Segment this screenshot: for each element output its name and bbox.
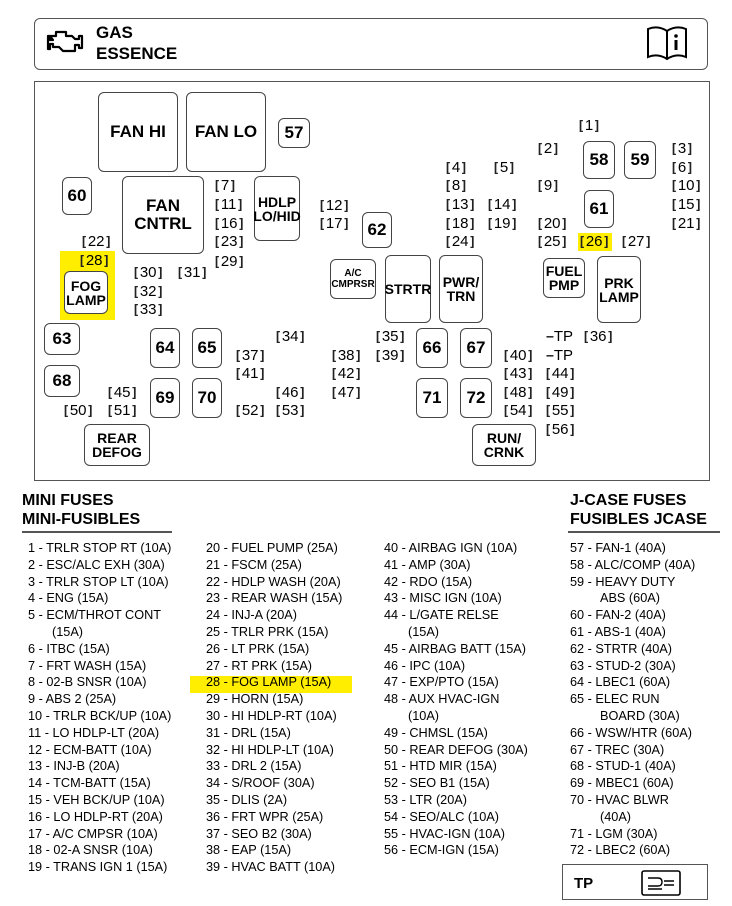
list-item: 28 - FOG LAMP (15A) <box>206 675 332 690</box>
fuse-number: 14 <box>493 196 511 213</box>
list-item: 10 - TRLR BCK/UP (10A) <box>28 708 172 723</box>
relay-60[interactable]: 60 <box>62 177 92 215</box>
fuse-33[interactable]: [33] <box>132 301 165 318</box>
list-item: 52 - SEO B1 (15A) <box>384 776 490 791</box>
fuse-number: 28 <box>85 252 103 269</box>
jcase-title <box>570 491 707 529</box>
list-item: 7 - FRT WASH (15A) <box>28 658 147 673</box>
fuse-2[interactable]: [2] <box>536 140 560 157</box>
fuse-48[interactable]: [48] <box>502 384 535 401</box>
fuse-22[interactable]: [22] <box>80 233 113 250</box>
fuse-number: 11 <box>220 196 237 213</box>
fuse-49[interactable]: [49] <box>544 384 577 401</box>
list-item: 15 - VEH BCK/UP (10A) <box>28 792 165 807</box>
list-item: 58 - ALC/COMP (40A) <box>570 557 696 572</box>
fuse-puller-icon <box>640 869 682 897</box>
list-item: 25 - TRLR PRK (15A) <box>206 624 329 639</box>
fuse-7[interactable]: [7] <box>213 177 237 194</box>
list-item: 70 - HVAC BLWR <box>570 792 669 807</box>
relay-fan-cntrl[interactable]: FAN CNTRL <box>122 176 204 254</box>
mini-fuses-title <box>22 491 140 529</box>
list-item: 60 - FAN-2 (40A) <box>570 608 666 623</box>
fuse-number: 10 <box>677 177 695 194</box>
list-item: 34 - S/ROOF (30A) <box>206 776 315 791</box>
fuse-number: 1 <box>584 117 594 134</box>
jcase-title-rule <box>568 531 720 533</box>
fuse-43[interactable]: [43] <box>502 365 535 382</box>
fuse-number: 22 <box>87 233 105 250</box>
list-item: 71 - LGM (30A) <box>570 826 658 841</box>
list-item: 22 - HDLP WASH (20A) <box>206 574 341 589</box>
fuse-37[interactable]: [37] <box>234 347 267 364</box>
fuse-number: 49 <box>551 384 569 401</box>
fuse-number: 30 <box>139 264 157 281</box>
list-item: 51 - HTD MIR (15A) <box>384 759 497 774</box>
relay-58[interactable]: 58 <box>583 141 615 179</box>
fuse-number: 23 <box>220 233 238 250</box>
fuse-number: 24 <box>451 233 469 250</box>
fuse-26[interactable]: [26] <box>578 233 611 250</box>
list-item: 50 - REAR DEFOG (30A) <box>384 742 528 757</box>
fuse-29[interactable]: [29] <box>213 253 246 270</box>
relay-72[interactable]: 72 <box>460 378 492 418</box>
jcase-title-2: FUSIBLES JCASE <box>570 511 707 528</box>
fuse-number: 51 <box>113 402 131 419</box>
fuse-number: 35 <box>381 328 399 345</box>
fuse-54[interactable]: [54] <box>502 402 535 419</box>
fuse-34[interactable]: [34] <box>274 328 307 345</box>
fuse-number: 50 <box>69 402 87 419</box>
list-item: 40 - AIRBAG IGN (10A) <box>384 541 518 555</box>
list-item: 24 - INJ-A (20A) <box>206 608 297 623</box>
list-item: 20 - FUEL PUMP (25A) <box>206 541 338 555</box>
list-item: 57 - FAN-1 (40A) <box>570 541 666 555</box>
fuse-35[interactable]: [35] <box>374 328 407 345</box>
fuse-27[interactable]: [27] <box>620 233 653 250</box>
fuse-tp1[interactable]: −TP <box>546 328 573 345</box>
relay-68[interactable]: 68 <box>44 365 80 397</box>
fuse-24[interactable]: [24] <box>444 233 477 250</box>
fuse-number: 53 <box>281 402 299 419</box>
list-item: 48 - AUX HVAC-IGN <box>384 692 500 707</box>
fuse-20[interactable]: [20] <box>536 215 569 232</box>
fuse-25[interactable]: [25] <box>536 233 569 250</box>
mini-fuse-list-2 <box>206 540 342 876</box>
list-item: 2 - ESC/ALC EXH (30A) <box>28 557 165 572</box>
list-item: 43 - MISC IGN (10A) <box>384 591 502 606</box>
tp-label: TP <box>574 875 594 892</box>
fuse-number: 56 <box>551 421 569 438</box>
fuse-number: 20 <box>543 215 561 232</box>
list-item: BOARD (30A) <box>600 708 680 723</box>
list-item: 61 - ABS-1 (40A) <box>570 624 666 639</box>
fuse-21[interactable]: [21] <box>670 215 703 232</box>
list-item: (10A) <box>408 708 440 723</box>
fuse-9[interactable]: [9] <box>536 177 560 194</box>
fuse-number: 42 <box>337 365 355 382</box>
fuse-number: 55 <box>551 402 569 419</box>
list-item: 31 - DRL (15A) <box>206 725 291 740</box>
relay-67[interactable]: 67 <box>460 328 492 368</box>
list-item: 18 - 02-A SNSR (10A) <box>28 843 153 858</box>
list-item: 65 - ELEC RUN <box>570 692 660 707</box>
fuse-51[interactable]: [51] <box>106 402 139 419</box>
fuse-number: 32 <box>139 283 157 300</box>
list-item: 13 - INJ-B (20A) <box>28 759 120 774</box>
list-item: 41 - AMP (30A) <box>384 557 471 572</box>
fuse-number: 54 <box>509 402 527 419</box>
fuse-number: 15 <box>677 196 695 213</box>
list-item: 21 - FSCM (25A) <box>206 557 302 572</box>
title-line-1: GAS <box>96 23 133 42</box>
relay-65[interactable]: 65 <box>192 328 222 368</box>
list-item: 49 - CHMSL (15A) <box>384 725 488 740</box>
fuse-number: 27 <box>627 233 645 250</box>
list-item: 4 - ENG (15A) <box>28 591 109 606</box>
mini-fuse-list-3 <box>384 540 528 859</box>
fuse-number: 4 <box>451 159 461 176</box>
fuse-19[interactable]: [19] <box>486 215 519 232</box>
fuse-number: 52 <box>241 402 259 419</box>
relay-57[interactable]: 57 <box>278 118 310 148</box>
fuse-30[interactable]: [30] <box>132 264 165 281</box>
fuse-number: 47 <box>337 384 355 401</box>
relay-strtr[interactable]: STRTR <box>385 255 431 323</box>
list-item: 9 - ABS 2 (25A) <box>28 692 117 707</box>
fuse-number: 19 <box>493 215 511 232</box>
fuse-number: 34 <box>281 328 299 345</box>
list-item: 45 - AIRBAG BATT (15A) <box>384 641 526 656</box>
jcase-fuse-list <box>570 540 695 859</box>
relay-fan-lo[interactable]: FAN LO <box>186 92 266 172</box>
relay-61[interactable]: 61 <box>584 190 614 228</box>
list-item: 23 - REAR WASH (15A) <box>206 591 343 606</box>
fuse-56[interactable]: [56] <box>544 421 577 438</box>
list-item: 42 - RDO (15A) <box>384 574 473 589</box>
list-item: 64 - LBEC1 (60A) <box>570 675 671 690</box>
fuse-number: 21 <box>677 215 695 232</box>
fuse-10[interactable]: [10] <box>670 177 703 194</box>
fuse-1[interactable]: [1] <box>577 117 601 134</box>
list-item: 62 - STRTR (40A) <box>570 641 672 656</box>
fuse-number: 29 <box>220 253 238 270</box>
fuse-number: 7 <box>220 177 230 194</box>
fuse-number: 36 <box>589 328 607 345</box>
fuse-number: 5 <box>499 159 509 176</box>
list-item: 12 - ECM-BATT (10A) <box>28 742 152 757</box>
fuse-12[interactable]: [12] <box>318 197 351 214</box>
fuse-53[interactable]: [53] <box>274 402 307 419</box>
fuse-17[interactable]: [17] <box>318 215 351 232</box>
list-item: 63 - STUD-2 (30A) <box>570 658 676 673</box>
list-item: 3 - TRLR STOP LT (10A) <box>28 574 169 589</box>
fuse-4[interactable]: [4] <box>444 159 468 176</box>
fuse-number: 41 <box>241 365 259 382</box>
list-item: 36 - FRT WPR (25A) <box>206 809 324 824</box>
fuse-number: 43 <box>509 365 527 382</box>
relay-63[interactable]: 63 <box>44 323 80 355</box>
mini-fuse-list-1 <box>28 540 171 876</box>
fuse-number: 46 <box>281 384 299 401</box>
fuse-45[interactable]: [45] <box>106 384 139 401</box>
fuse-number: TP <box>553 328 573 345</box>
mini-title-rule <box>22 531 172 533</box>
list-item: 59 - HEAVY DUTY <box>570 574 676 589</box>
fuse-number: 33 <box>139 301 157 318</box>
engine-icon <box>42 25 88 57</box>
fuse-number: TP <box>553 347 573 364</box>
list-item: 46 - IPC (10A) <box>384 658 466 673</box>
fuse-tp2[interactable]: −TP <box>546 347 573 364</box>
list-item: ABS (60A) <box>600 591 660 606</box>
list-item: 16 - LO HDLP-RT (20A) <box>28 809 163 824</box>
fuse-8[interactable]: [8] <box>444 177 468 194</box>
list-item: 44 - L/GATE RELSE <box>384 608 499 623</box>
fuse-number: 3 <box>677 140 687 157</box>
fuse-number: 31 <box>183 264 201 281</box>
relay-70[interactable]: 70 <box>192 378 222 418</box>
fuse-6[interactable]: [6] <box>670 159 694 176</box>
fuse-40[interactable]: [40] <box>502 347 535 364</box>
fuse-5[interactable]: [5] <box>492 159 516 176</box>
relay-rear-defog[interactable]: REAR DEFOG <box>84 424 150 466</box>
fuse-number: 8 <box>451 177 461 194</box>
list-item: 14 - TCM-BATT (15A) <box>28 776 151 791</box>
fuse-47[interactable]: [47] <box>330 384 363 401</box>
relay-59[interactable]: 59 <box>624 141 656 179</box>
fuse-number: 9 <box>543 177 553 194</box>
list-item: 1 - TRLR STOP RT (10A) <box>28 541 172 555</box>
fuse-55[interactable]: [55] <box>544 402 577 419</box>
fuse-number: 18 <box>451 215 469 232</box>
fuse-number: 13 <box>451 196 469 213</box>
relay-62[interactable]: 62 <box>362 212 392 248</box>
list-item: 8 - 02-B SNSR (10A) <box>28 675 147 690</box>
jcase-title-1: J-CASE FUSES <box>570 492 687 509</box>
list-item: 26 - LT PRK (15A) <box>206 641 310 656</box>
fuse-11[interactable]: [11] <box>213 196 245 213</box>
relay-69[interactable]: 69 <box>150 378 180 418</box>
relay-fog-lamp[interactable]: FOG LAMP <box>64 271 108 314</box>
fuse-32[interactable]: [32] <box>132 283 165 300</box>
fuse-18[interactable]: [18] <box>444 215 477 232</box>
fuse-3[interactable]: [3] <box>670 140 694 157</box>
relay-pwr-trn[interactable]: PWR/ TRN <box>439 255 483 323</box>
relay-fuel-pmp[interactable]: FUEL PMP <box>543 258 585 298</box>
fuse-39[interactable]: [39] <box>374 347 407 364</box>
fuse-number: 6 <box>677 159 687 176</box>
relay-hdlp-lo-hid[interactable]: HDLP LO/HID <box>254 176 300 241</box>
relay-ac-cmprsr[interactable]: A/C CMPRSR <box>330 259 376 299</box>
fuse-number: 17 <box>325 215 343 232</box>
list-item: 17 - A/C CMPSR (10A) <box>28 826 158 841</box>
list-item: 30 - HI HDLP-RT (10A) <box>206 708 337 723</box>
fuse-46[interactable]: [46] <box>274 384 307 401</box>
list-item: 66 - WSW/HTR (60A) <box>570 725 692 740</box>
list-item: 54 - SEO/ALC (10A) <box>384 809 499 824</box>
title-line-2: ESSENCE <box>96 44 178 63</box>
list-item: 5 - ECM/THROT CONT <box>28 608 161 623</box>
list-item: 55 - HVAC-IGN (10A) <box>384 826 506 841</box>
list-item: 67 - TREC (30A) <box>570 742 665 757</box>
relay-71[interactable]: 71 <box>416 378 448 418</box>
list-item: 35 - DLIS (2A) <box>206 792 288 807</box>
list-item: 27 - RT PRK (15A) <box>206 658 313 673</box>
fuse-number: 48 <box>509 384 527 401</box>
fuse-number: 39 <box>381 347 399 364</box>
list-item: 32 - HI HDLP-LT (10A) <box>206 742 334 757</box>
fuse-42[interactable]: [42] <box>330 365 363 382</box>
list-item: 53 - LTR (20A) <box>384 792 467 807</box>
fuse-41[interactable]: [41] <box>234 365 267 382</box>
list-item: (40A) <box>600 809 632 824</box>
list-item: 69 - MBEC1 (60A) <box>570 776 674 791</box>
relay-64[interactable]: 64 <box>150 328 180 368</box>
list-item: 11 - LO HDLP-LT (20A) <box>28 725 160 740</box>
fuse-number: 2 <box>543 140 553 157</box>
mini-title-1: MINI FUSES <box>22 492 114 509</box>
list-item: 19 - TRANS IGN 1 (15A) <box>28 860 168 875</box>
fuse-16[interactable]: [16] <box>213 215 246 232</box>
fuse-52[interactable]: [52] <box>234 402 267 419</box>
list-item: 29 - HORN (15A) <box>206 692 304 707</box>
fuse-number: 26 <box>585 233 603 250</box>
fuse-28[interactable]: [28] <box>78 252 111 269</box>
header-title <box>96 22 177 64</box>
fuse-44[interactable]: [44] <box>544 365 577 382</box>
fuse-number: 40 <box>509 347 527 364</box>
fuse-number: 12 <box>325 197 343 214</box>
fuse-14[interactable]: [14] <box>486 196 519 213</box>
relay-fan-hi[interactable]: FAN HI <box>98 92 178 172</box>
list-item: 39 - HVAC BATT (10A) <box>206 860 336 875</box>
fuse-number: 38 <box>337 347 355 364</box>
fuse-23[interactable]: [23] <box>213 233 246 250</box>
fuse-31[interactable]: [31] <box>176 264 209 281</box>
list-item: 72 - LBEC2 (60A) <box>570 843 671 858</box>
fuse-number: 16 <box>220 215 238 232</box>
fuse-13[interactable]: [13] <box>444 196 477 213</box>
fuse-number: 45 <box>113 384 131 401</box>
list-item: 6 - ITBC (15A) <box>28 641 110 656</box>
relay-66[interactable]: 66 <box>416 328 448 368</box>
list-item: 33 - DRL 2 (15A) <box>206 759 302 774</box>
list-item: 56 - ECM-IGN (15A) <box>384 843 499 858</box>
list-item: 68 - STUD-1 (40A) <box>570 759 676 774</box>
fuse-15[interactable]: [15] <box>670 196 703 213</box>
relay-run-crnk[interactable]: RUN/ CRNK <box>472 424 536 466</box>
fuse-50[interactable]: [50] <box>62 402 95 419</box>
list-item: (15A) <box>408 624 440 639</box>
list-item: 38 - EAP (15A) <box>206 843 292 858</box>
relay-prk-lamp[interactable]: PRK LAMP <box>597 256 641 323</box>
manual-icon <box>645 23 689 63</box>
fuse-number: 37 <box>241 347 259 364</box>
list-item: 47 - EXP/PTO (15A) <box>384 675 499 690</box>
mini-title-2: MINI-FUSIBLES <box>22 511 141 528</box>
fuse-number: 44 <box>551 365 569 382</box>
fuse-38[interactable]: [38] <box>330 347 363 364</box>
list-item: (15A) <box>52 624 84 639</box>
list-item: 37 - SEO B2 (30A) <box>206 826 312 841</box>
fuse-36[interactable]: [36] <box>582 328 615 345</box>
fuse-number: 25 <box>543 233 561 250</box>
